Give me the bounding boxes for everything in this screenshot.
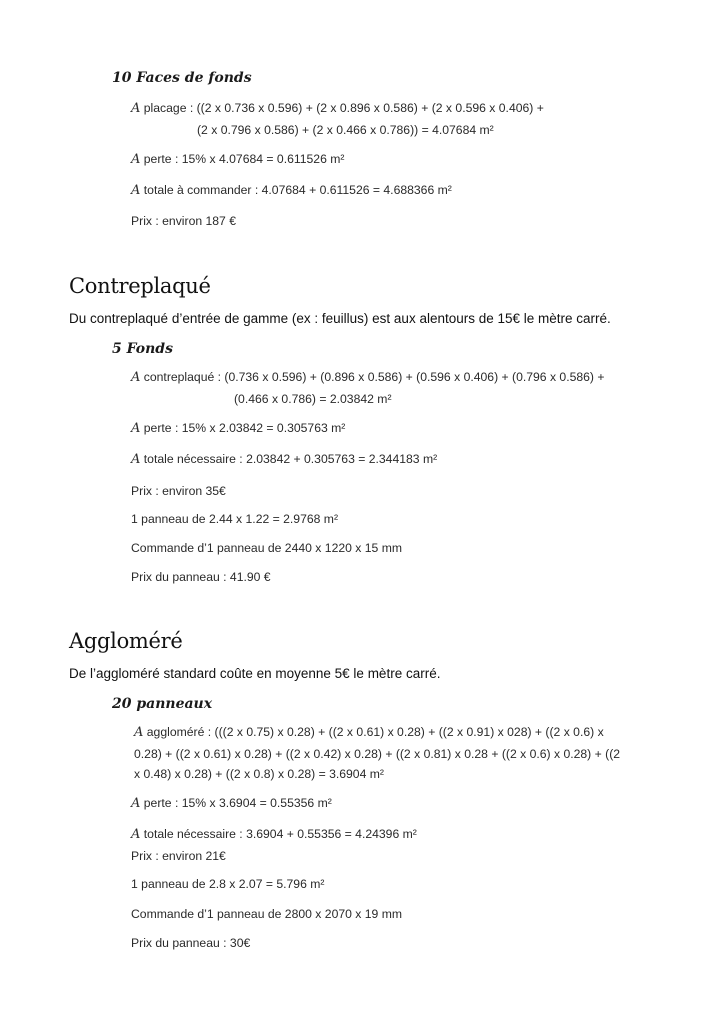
calc-line-continuation: x 0.48) x 0.28) + ((2 x 0.8) x 0.28) = 3.6904 m² <box>134 767 384 781</box>
panel-size-line: 1 panneau de 2.8 x 2.07 = 5.796 m² <box>131 877 325 891</box>
calc-line-perte <box>131 152 344 167</box>
calc-line-contreplaque <box>131 370 605 385</box>
calc-text: totale nécessaire : 3.6904 + 0.55356 = 4.24396 m² <box>140 827 417 841</box>
subtitle-20-panneaux: 20 panneaux <box>112 696 213 712</box>
price-line: Prix : environ 187 € <box>131 214 237 228</box>
subtitle-faces-de-fonds: 10 Faces de fonds <box>112 70 252 86</box>
subtitle-5-fonds: 5 Fonds <box>112 341 173 357</box>
area-symbol: A <box>131 101 141 116</box>
calc-line-totale <box>131 827 417 842</box>
order-line: Commande d’1 panneau de 2440 x 1220 x 15 mm <box>131 541 403 555</box>
calc-text: contreplaqué : (0.736 x 0.596) + (0.896 x 0.586) + (0.596 x 0.406) + (0.796 x 0.586) + <box>140 370 605 384</box>
area-symbol: A <box>131 152 141 167</box>
calc-line-perte <box>131 421 345 436</box>
area-symbol: A <box>131 370 141 385</box>
calc-line-continuation: 0.28) + ((2 x 0.61) x 0.28) + ((2 x 0.42) x 0.28) + ((2 x 0.81) x 0.28 + ((2 x 0.6) x 0.28) + ((2 <box>134 747 621 761</box>
area-symbol: A <box>131 183 141 198</box>
area-symbol: A <box>134 725 144 740</box>
calc-text: perte : 15% x 3.6904 = 0.55356 m² <box>140 796 332 810</box>
calc-line-totale <box>131 452 437 467</box>
heading-agglomere: Aggloméré <box>69 629 183 653</box>
calc-line-placage <box>131 101 544 116</box>
calc-line-totale <box>131 183 452 198</box>
calc-text: perte : 15% x 4.07684 = 0.611526 m² <box>140 152 345 166</box>
panel-price-line: Prix du panneau : 30€ <box>131 936 251 950</box>
price-line: Prix : environ 35€ <box>131 484 226 498</box>
calc-line-perte <box>131 796 332 811</box>
calc-line-continuation: (2 x 0.796 x 0.586) + (2 x 0.466 x 0.786)) = 4.07684 m² <box>197 123 494 137</box>
intro-contreplaque: Du contreplaqué d’entrée de gamme (ex : feuillus) est aux alentours de 15€ le mètre carré. <box>69 311 611 326</box>
area-symbol: A <box>131 421 141 436</box>
area-symbol: A <box>131 452 141 467</box>
area-symbol: A <box>131 796 141 811</box>
area-symbol: A <box>131 827 141 842</box>
calc-text: aggloméré : (((2 x 0.75) x 0.28) + ((2 x 0.61) x 0.28) + ((2 x 0.91) x 028) + ((2 x 0.6) x <box>143 725 604 739</box>
order-line: Commande d’1 panneau de 2800 x 2070 x 19 mm <box>131 907 403 921</box>
calc-line-continuation: (0.466 x 0.786) = 2.03842 m² <box>234 392 392 406</box>
panel-price-line: Prix du panneau : 41.90 € <box>131 570 271 584</box>
calc-text: perte : 15% x 2.03842 = 0.305763 m² <box>140 421 346 435</box>
heading-contreplaque: Contreplaqué <box>69 274 211 298</box>
calc-line-agglomere <box>134 725 604 740</box>
intro-agglomere: De l’aggloméré standard coûte en moyenne 5€ le mètre carré. <box>69 666 441 681</box>
calc-text: totale à commander : 4.07684 + 0.611526 = 4.688366 m² <box>140 183 452 197</box>
panel-size-line: 1 panneau de 2.44 x 1.22 = 2.9768 m² <box>131 512 339 526</box>
calc-text: placage : ((2 x 0.736 x 0.596) + (2 x 0.896 x 0.586) + (2 x 0.596 x 0.406) + <box>140 101 544 115</box>
price-line: Prix : environ 21€ <box>131 849 226 863</box>
calc-text: totale nécessaire : 2.03842 + 0.305763 = 2.344183 m² <box>140 452 438 466</box>
